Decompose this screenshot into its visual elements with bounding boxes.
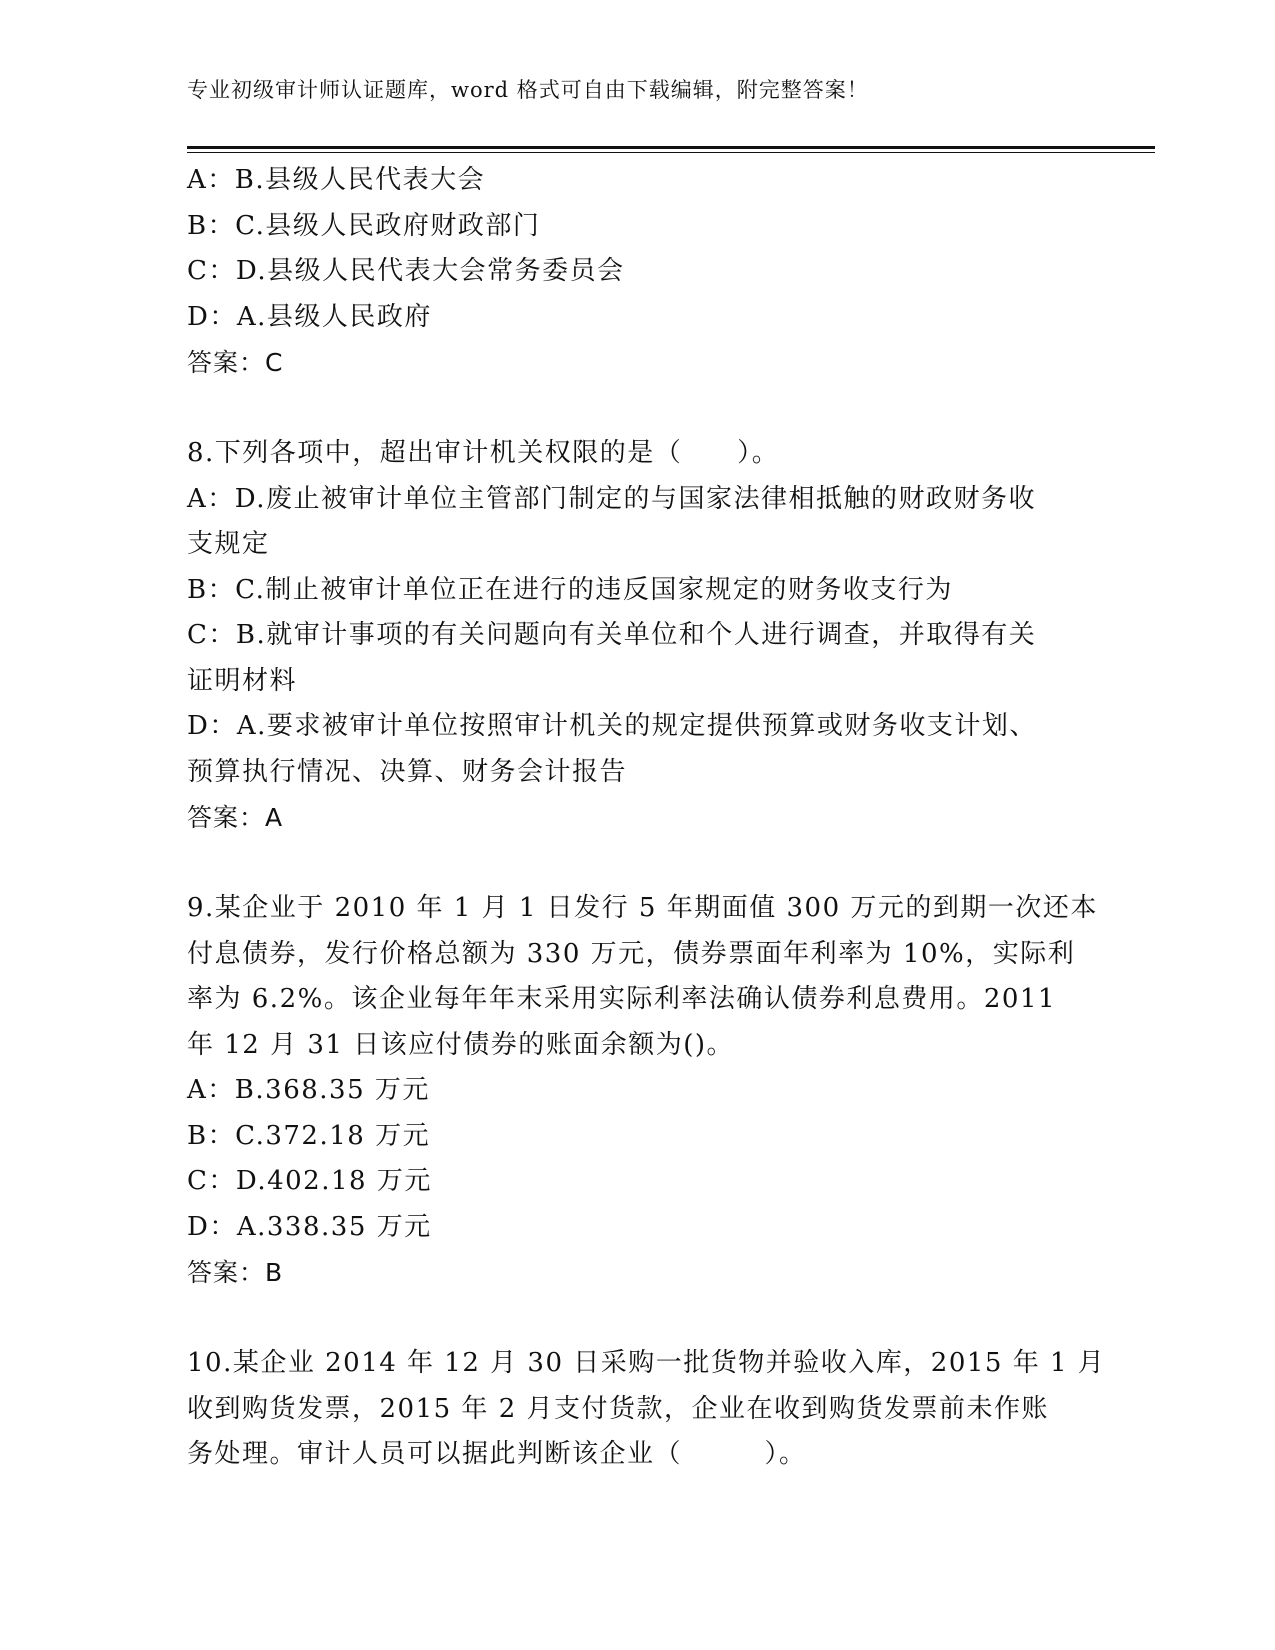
header-rule-thick bbox=[187, 146, 1155, 149]
q8-answer: 答案：A bbox=[187, 803, 284, 832]
q7-option-c: C：D.县级人民代表大会常务委员会 bbox=[187, 256, 625, 286]
q9-answer: 答案：B bbox=[187, 1258, 284, 1287]
q9-stem-line: 率为 6.2%。该企业每年年末采用实际利率法确认债券利息费用。2011 bbox=[187, 984, 1056, 1014]
q9-option-a: A：B.368.35 万元 bbox=[187, 1075, 430, 1105]
q8-option-c: C：B.就审计事项的有关问题向有关单位和个人进行调查，并取得有关 bbox=[187, 620, 1037, 650]
spacer bbox=[187, 386, 1067, 432]
q10-stem-line: 收到购货发票，2015 年 2 月支付货款，企业在收到购货发票前未作账 bbox=[187, 1393, 1050, 1424]
q7-option-d: D：A.县级人民政府 bbox=[187, 301, 432, 332]
q10-stem-line: 务处理。审计人员可以据此判断该企业（ ）。 bbox=[187, 1439, 807, 1469]
q8-option-d: D：A.要求被审计单位按照审计机关的规定提供预算或财务收支计划、 bbox=[187, 711, 1037, 741]
question-9 bbox=[187, 886, 1098, 1296]
q8-option-a-cont: 支规定 bbox=[187, 529, 270, 559]
q9-stem-line: 9.某企业于 2010 年 1 月 1 日发行 5 年期面值 300 万元的到期一次还本 bbox=[187, 893, 1098, 923]
question-10 bbox=[187, 1341, 1106, 1478]
q7-option-a: A：B.县级人民代表大会 bbox=[187, 165, 486, 195]
q8-stem: 8.下列各项中，超出审计机关权限的是（ ）。 bbox=[187, 438, 780, 468]
q9-option-b: B：C.372.18 万元 bbox=[187, 1120, 431, 1151]
q9-stem-line: 年 12 月 31 日该应付债券的账面余额为()。 bbox=[187, 1029, 735, 1060]
q8-option-d-cont: 预算执行情况、决算、财务会计报告 bbox=[187, 756, 628, 787]
question-content bbox=[187, 158, 1106, 1478]
question-7 bbox=[187, 158, 1067, 386]
q8-option-a: A：D.废止被审计单位主管部门制定的与国家法律相抵触的财政财务收 bbox=[187, 483, 1036, 514]
header-rule-thin bbox=[187, 152, 1155, 153]
page-header: 专业初级审计师认证题库，word 格式可自由下载编辑，附完整答案！ bbox=[187, 78, 869, 102]
q9-stem-line: 付息债券，发行价格总额为 330 万元，债券票面年利率为 10%，实际利 bbox=[187, 938, 1076, 969]
q9-option-d: D：A.338.35 万元 bbox=[187, 1211, 432, 1242]
spacer bbox=[187, 1296, 1067, 1342]
q8-option-b: B：C.制止被审计单位正在进行的违反国家规定的财务收支行为 bbox=[187, 574, 953, 605]
q8-option-c-cont: 证明材料 bbox=[187, 665, 298, 696]
spacer bbox=[187, 841, 1067, 887]
question-8 bbox=[187, 431, 1067, 841]
q9-option-c: C：D.402.18 万元 bbox=[187, 1166, 432, 1196]
q7-option-b: B：C.县级人民政府财政部门 bbox=[187, 210, 541, 241]
q10-stem-line: 10.某企业 2014 年 12 月 30 日采购一批货物并验收入库，2015 年 1 月 bbox=[187, 1348, 1106, 1378]
q7-answer: 答案：C bbox=[187, 348, 284, 377]
